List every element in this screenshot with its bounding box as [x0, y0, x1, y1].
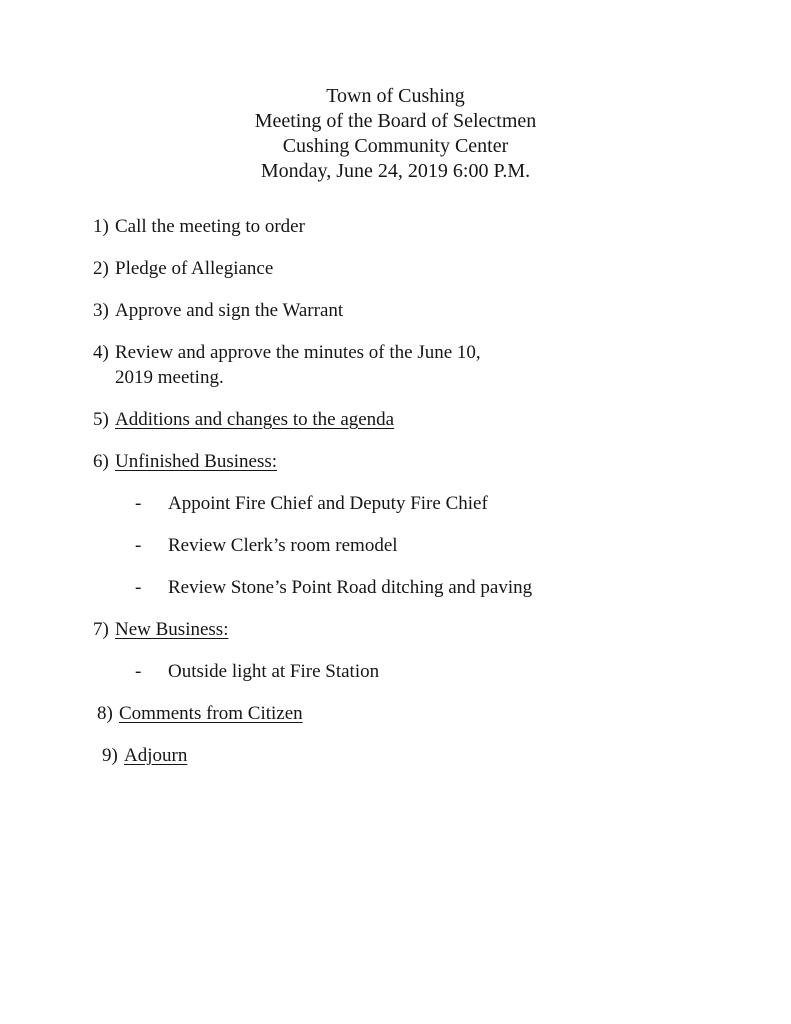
agenda-item-1	[93, 214, 791, 239]
item-number: 7)	[93, 619, 109, 640]
item-number: 4)	[93, 342, 109, 363]
item-number: 3)	[93, 300, 109, 321]
title-line-location: Cushing Community Center	[282, 135, 509, 157]
item-text: Unfinished Business:	[115, 451, 278, 472]
title-line-datetime: Monday, June 24, 2019 6:00 P.M.	[260, 160, 531, 182]
agenda-sub-item-clerks-room	[93, 533, 791, 558]
bullet-dash: -	[135, 661, 142, 682]
item-number: 5)	[93, 409, 109, 430]
title-line-town: Town of Cushing	[326, 85, 465, 107]
agenda-item-5	[93, 407, 791, 432]
document-header	[0, 0, 791, 184]
bullet-dash: -	[135, 493, 142, 514]
item-number: 9)	[102, 745, 118, 766]
item-text: Additions and changes to the agenda	[115, 409, 395, 430]
bullet-dash: -	[135, 577, 142, 598]
agenda-item-9	[102, 743, 791, 768]
sub-item-text: Outside light at Fire Station	[168, 661, 380, 682]
item-text: Review and approve the minutes of the June 10, 2019 meeting.	[115, 342, 481, 388]
agenda-sub-item-fire-chief	[93, 491, 791, 516]
item-text: New Business:	[115, 619, 229, 640]
agenda-sub-item-outside-light	[93, 659, 791, 684]
item-text: Approve and sign the Warrant	[115, 300, 344, 321]
agenda-item-2	[93, 256, 791, 281]
agenda-item-3	[93, 298, 791, 323]
title-line-meeting: Meeting of the Board of Selectmen	[254, 110, 537, 132]
agenda-item-6	[93, 449, 791, 474]
item-text: Pledge of Allegiance	[115, 258, 274, 279]
sub-item-text: Review Stone’s Point Road ditching and paving	[168, 577, 533, 598]
bullet-dash: -	[135, 535, 142, 556]
agenda-sub-item-stones-point	[93, 575, 791, 600]
sub-item-text: Review Clerk’s room remodel	[168, 535, 398, 556]
item-number: 8)	[97, 703, 113, 724]
agenda-item-7	[93, 617, 791, 642]
agenda-item-4	[93, 340, 791, 390]
item-number: 2)	[93, 258, 109, 279]
item-text: Adjourn	[124, 745, 188, 766]
agenda-list	[0, 214, 791, 768]
item-text: Comments from Citizen	[119, 703, 303, 724]
sub-item-text: Appoint Fire Chief and Deputy Fire Chief	[168, 493, 488, 514]
item-number: 6)	[93, 451, 109, 472]
item-number: 1)	[93, 216, 109, 237]
item-text: Call the meeting to order	[115, 216, 305, 237]
agenda-item-8	[97, 701, 791, 726]
